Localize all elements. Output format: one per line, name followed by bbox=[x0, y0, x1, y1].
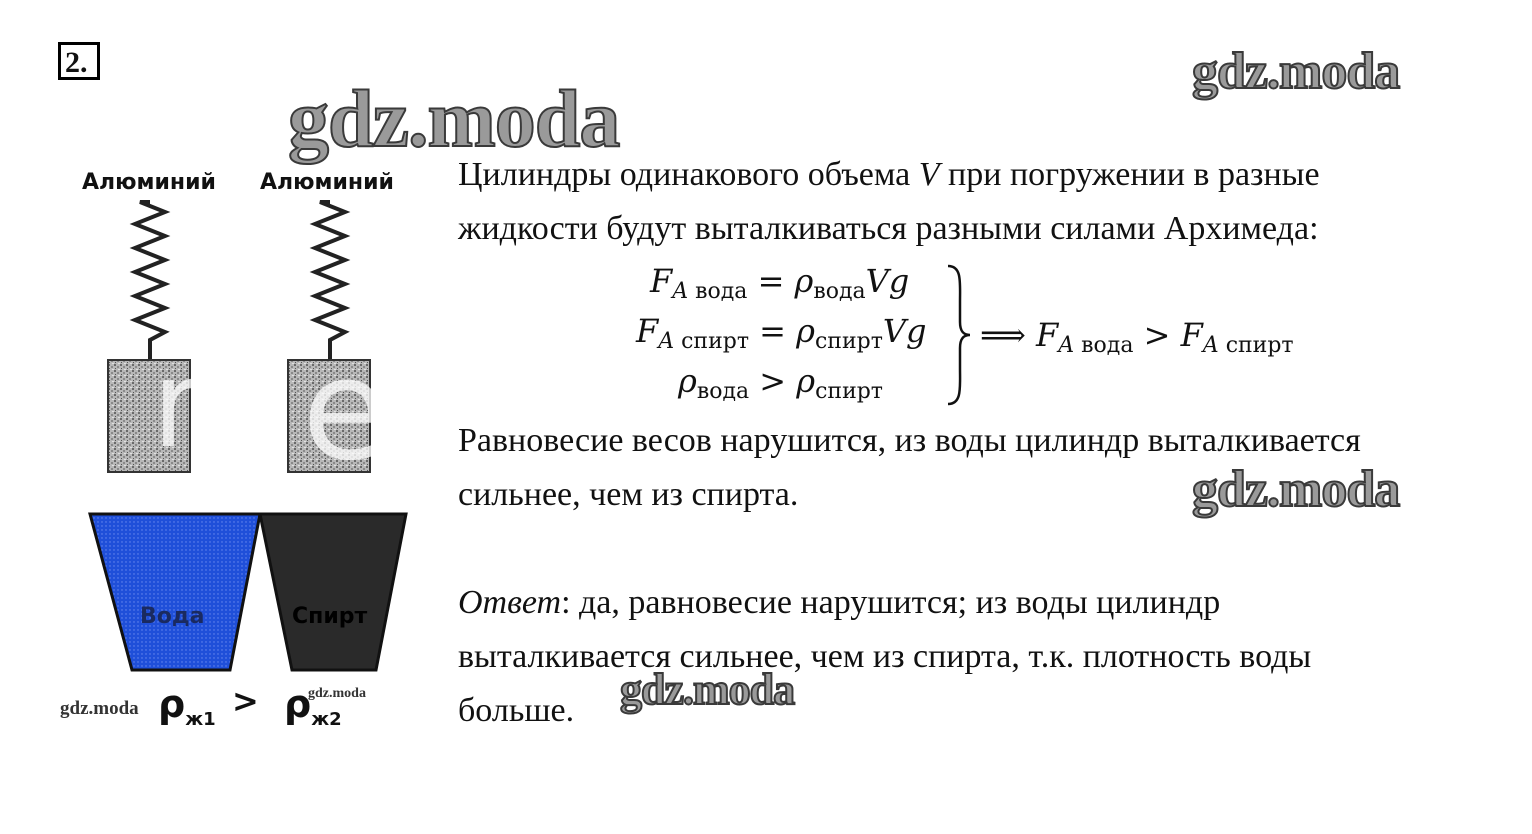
watermark-small-left: gdz.moda bbox=[60, 698, 139, 719]
watermark-mid-right: gdz.moda bbox=[1192, 461, 1400, 518]
watermark-bottom: gdz.moda bbox=[620, 665, 795, 714]
beaker-alcohol bbox=[260, 514, 406, 670]
paragraph-answer: Ответ: да, равновесие нарушится; из воды цилиндр выталкивается сильнее, чем из спирта, т.к. плотность воды больше. bbox=[458, 584, 1312, 729]
formula-density-compare: $\rho_{вода} > \rho_{спирт}$ bbox=[678, 362, 883, 404]
figure-label-right: Алюминий bbox=[260, 170, 394, 195]
formula-conclusion: ⟹ $F_{A вода} > F_{A спирт}$ bbox=[980, 316, 1294, 358]
rho-1: $\rho_{ж1}$ bbox=[158, 682, 216, 730]
figure-illustration bbox=[60, 196, 450, 676]
relation-sign: > bbox=[232, 682, 259, 720]
watermark-small-right: gdz.moda bbox=[308, 686, 366, 701]
paragraph-intro: Цилиндры одинакового объема V при погружении в разные жидкости будут выталкиваться разными силами Архимеда: bbox=[458, 156, 1320, 247]
formula-water: $F_{A вода} = \rho_{вода}Vg$ bbox=[650, 262, 910, 304]
rho-2: $\rho_{ж2}$ bbox=[284, 682, 342, 730]
liquid-label-water: Вода bbox=[140, 604, 205, 629]
formula-alcohol: $F_{A спирт} = \rho_{спирт}Vg$ bbox=[636, 312, 927, 354]
overlay-letter-e: e bbox=[302, 329, 389, 492]
watermark-big: gdz.moda bbox=[288, 73, 620, 164]
system-brace bbox=[944, 262, 974, 408]
watermark-top-right: gdz.moda bbox=[1192, 43, 1400, 100]
liquid-label-alcohol: Спирт bbox=[292, 604, 368, 629]
beaker-water bbox=[90, 514, 260, 670]
figure-label-left: Алюминий bbox=[82, 170, 216, 195]
answer-label: Ответ bbox=[458, 584, 562, 621]
problem-number: 2. bbox=[58, 42, 100, 80]
overlay-letter-r: r bbox=[152, 336, 202, 475]
paragraph-conclusion: Равновесие весов нарушится, из воды цилиндр выталкивается сильнее, чем из спирта. bbox=[458, 422, 1361, 513]
